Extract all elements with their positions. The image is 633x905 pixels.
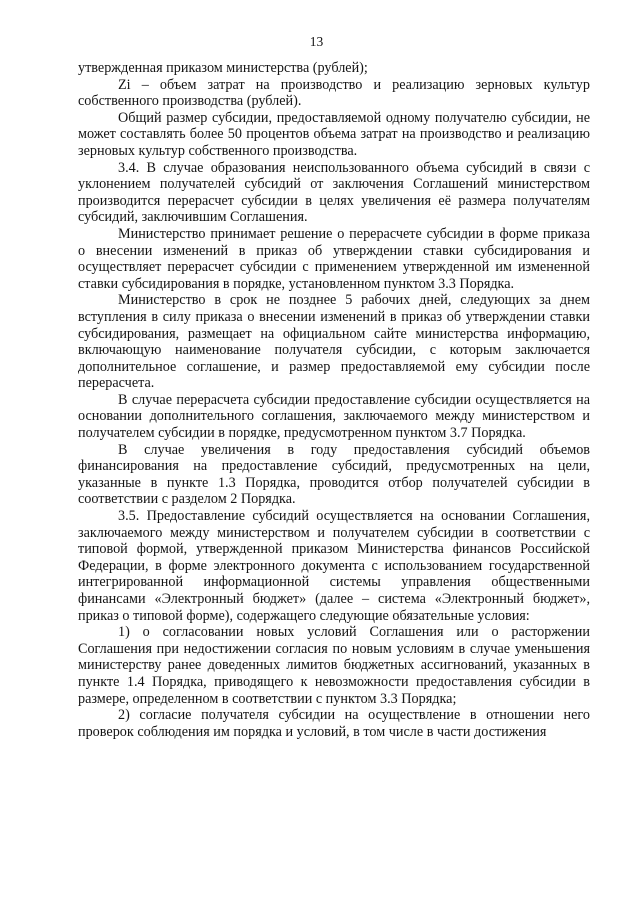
paragraph-2: Zi – объем затрат на производство и реализацию зерновых культур собственного производства (рублей). (78, 76, 590, 110)
paragraph-3: Общий размер субсидии, предоставляемой одному получателю субсидии, не может составлять более 50 процентов объема затрат на производство и реализацию зерновых культур собственного производства. (78, 109, 590, 159)
paragraph-7: В случае перерасчета субсидии предоставление субсидии осуществляется на основании дополнительного соглашения, заключаемого между министерством и получателем субсидии в порядке, предусмотренном пунктом 3.7 Порядка. (78, 391, 590, 442)
paragraph-4: 3.4. В случае образования неиспользованного объема субсидий в связи с уклонением получателей субсидий от заключения Соглашений министерством производится перерасчет субсидии в целях увеличения её размера получателям субсидий, заключившим Соглашения. (78, 159, 590, 226)
paragraph-9: 3.5. Предоставление субсидий осуществляется на основании Соглашения, заключаемого между министерством и получателем субсидии в соответствии с типовой формой, утвержденной приказом Министерства финансов Российской Федерации, в форме электронного документа с использованием государственной интегрированной информационной системы управления общественными финансами «Электронный бюджет» (далее – система «Электронный бюджет», приказ о типовой форме), содержащего следующие обязательные условия: (78, 508, 590, 624)
paragraph-8: В случае увеличения в году предоставления субсидий объемов финансирования на предоставление субсидий, предусмотренных на цели, указанные в пункте 1.3 Порядка, проводится отбор получателей субсидии в соответствии с разделом 2 Порядка. (78, 441, 590, 508)
paragraph-10: 1) о согласовании новых условий Соглашения или о расторжении Соглашения при недостижении согласия по новым условиям в случае уменьшения министерству ранее доведенных лимитов бюджетных ассигнований, указанных в пункте 1.4 Порядка, приводящего к невозможности предоставления субсидии в размере, определенном в соответствии с пунктом 3.3 Порядка; (78, 624, 590, 707)
paragraph-1: утвержденная приказом министерства (рублей); (78, 60, 368, 76)
paragraph-11: 2) согласие получателя субсидии на осуществление в отношении него проверок соблюдения им порядка и условий, в том числе в части достижения (78, 707, 590, 740)
page-number: 13 (309, 34, 324, 49)
paragraph-5: Министерство принимает решение о перерасчете субсидии в форме приказа о внесении изменений в приказ об утверждении ставки субсидирования и осуществляет перерасчет субсидии с применением утвержденной им измененной ставки субсидирования в порядке, установленном пунктом 3.3 Порядка. (78, 225, 590, 292)
paragraph-6: Министерство в срок не позднее 5 рабочих дней, следующих за днем вступления в силу приказа о внесении изменений в приказ об утверждении ставки субсидирования, размещает на официальном сайте министерства информацию, включающую наименование получателя субсидии, с которым заключается дополнительное соглашение, и размер предоставляемой ему субсидии после перерасчета. (78, 292, 590, 392)
document-body (78, 60, 590, 740)
